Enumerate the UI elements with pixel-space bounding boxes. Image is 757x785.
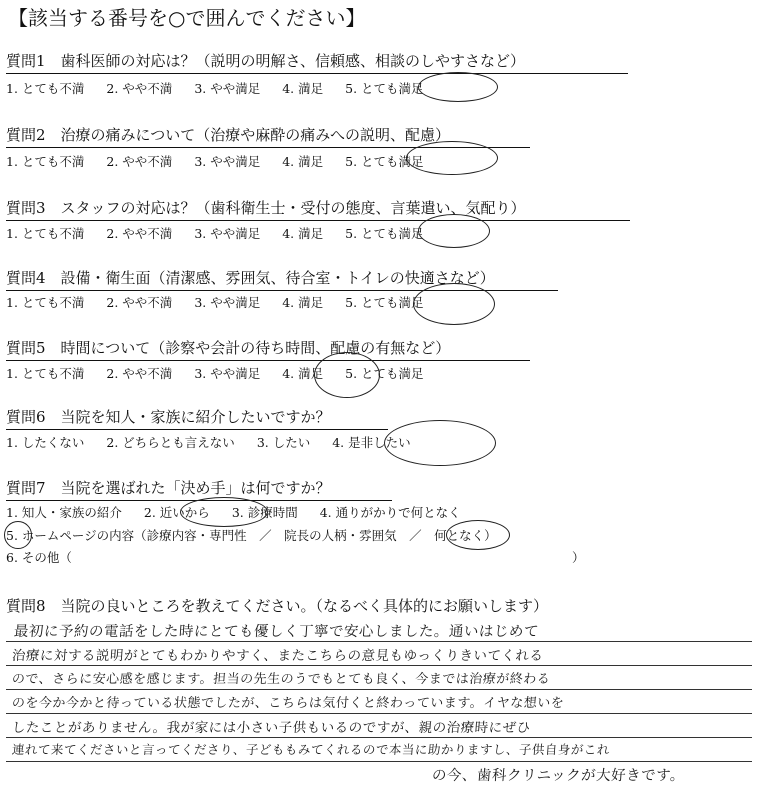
q3-option-1[interactable]: 1. とても不満	[6, 226, 85, 241]
q1-option-1[interactable]: 1. とても不満	[6, 81, 85, 96]
q2-answer-circle	[406, 141, 498, 175]
q7-option-6-close: ）	[572, 550, 585, 565]
answer-line-4: のを今か今かと待っている状態でしたが、こちらは気付くと終わっています。イヤな想いを	[11, 696, 565, 711]
q3-option-4[interactable]: 4. 満足	[282, 226, 324, 241]
q6-option-3[interactable]: 3. したい	[256, 435, 311, 450]
q4-answer-circle	[413, 283, 495, 325]
q1-answer-circle	[418, 72, 498, 102]
page-header: 【該当する番号を○で囲んでください】	[8, 6, 366, 30]
answer-line-2: 治療に対する説明がとてもわかりやすく、またこちらの意見もゆっくりきいてくれる	[11, 648, 545, 664]
q2-option-5[interactable]: 5. とても満足	[345, 154, 424, 169]
answer-rule-6	[6, 761, 752, 762]
answer-line-6: 連れて来てくださいと言ってくださり、子どももみてくれるので本当に助かりますし、子供自身がこれ	[11, 742, 611, 757]
q7-answer-circle-atmosphere	[446, 520, 510, 550]
q7-option-3[interactable]: 3. 診療時間	[231, 505, 298, 520]
q2-option-4[interactable]: 4. 満足	[282, 154, 324, 169]
q5-option-4[interactable]: 4. 満足	[282, 366, 324, 381]
question-3-title: 質問3 スタッフの対応は？（歯科衛生士・受付の態度、言葉遣い、気配り）	[6, 199, 526, 217]
q6-option-1[interactable]: 1. したくない	[6, 435, 85, 450]
q7-answer-circle-near	[180, 497, 268, 527]
q7-option-5[interactable]: 5. ホームページの内容（診療内容・専門性 ／ 院長の人柄・雰囲気 ／ 何となく）	[6, 528, 497, 543]
q5-option-3[interactable]: 3. やや満足	[194, 366, 261, 381]
q7-answer-circle-option5	[4, 521, 32, 549]
answer-line-3: ので、さらに安心感を感じます。担当の先生のうでもとても良く、今までは治療が終わる	[11, 672, 551, 687]
q6-option-4[interactable]: 4. 是非したい	[332, 435, 411, 450]
answer-line-1: 最初に予約の電話をした時にとても優しく丁寧で安心しました。通いはじめて	[13, 624, 540, 640]
q1-option-4[interactable]: 4. 満足	[282, 81, 324, 96]
question-1-underline	[6, 73, 628, 74]
q7-option-2[interactable]: 2. 近いから	[143, 505, 210, 520]
q2-option-3[interactable]: 3. やや満足	[194, 154, 261, 169]
answer-rule-4	[6, 713, 752, 714]
answer-rule-2	[6, 665, 752, 666]
q1-option-5[interactable]: 5. とても満足	[345, 81, 424, 96]
q4-option-5[interactable]: 5. とても満足	[345, 295, 424, 310]
question-8-title: 質問8 当院の良いところを教えてください。（なるべく具体的にお願いします）	[6, 597, 549, 615]
question-3-options	[6, 224, 446, 242]
answer-line-7: の今、歯科クリニックが大好きです。	[431, 768, 686, 784]
q5-option-5[interactable]: 5. とても満足	[345, 366, 424, 381]
question-3-underline	[6, 220, 630, 221]
answer-rule-5	[6, 737, 752, 738]
q3-option-5[interactable]: 5. とても満足	[345, 226, 424, 241]
q2-option-2[interactable]: 2. やや不満	[106, 154, 173, 169]
q6-option-2[interactable]: 2. どちらとも言えない	[106, 435, 235, 450]
q5-option-1[interactable]: 1. とても不満	[6, 366, 85, 381]
answer-line-5: したことがありません。我が家には小さい子供もいるのですが、親の治療時にぜひ	[11, 720, 532, 736]
q4-option-2[interactable]: 2. やや不満	[106, 295, 173, 310]
question-2-title: 質問2 治療の痛みについて（治療や麻酔の痛みへの説明、配慮）	[6, 126, 450, 144]
question-6-options	[6, 433, 433, 451]
question-4-title: 質問4 設備・衛生面（清潔感、雰囲気、待合室・トイレの快適さなど）	[6, 269, 495, 287]
q3-option-2[interactable]: 2. やや不満	[106, 226, 173, 241]
q3-answer-circle	[418, 214, 490, 248]
question-6-underline	[6, 429, 388, 430]
answer-rule-1	[6, 641, 752, 642]
question-1-title: 質問1 歯科医師の対応は？（説明の明解さ、信頼感、相談のしやすさなど）	[6, 52, 525, 70]
question-1-options	[6, 79, 446, 97]
question-4-options	[6, 293, 446, 311]
question-2-options	[6, 152, 446, 170]
question-6-title: 質問6 当院を知人・家族に紹介したいですか？	[6, 408, 331, 426]
q3-option-3[interactable]: 3. やや満足	[194, 226, 261, 241]
q1-option-2[interactable]: 2. やや不満	[106, 81, 173, 96]
q7-option-1[interactable]: 1. 知人・家族の紹介	[6, 505, 122, 520]
q4-option-3[interactable]: 3. やや満足	[194, 295, 261, 310]
q4-option-4[interactable]: 4. 満足	[282, 295, 324, 310]
answer-rule-3	[6, 689, 752, 690]
q6-answer-circle	[384, 420, 496, 466]
q7-option-6[interactable]: 6. その他（	[6, 550, 72, 565]
q2-option-1[interactable]: 1. とても不満	[6, 154, 85, 169]
q5-option-2[interactable]: 2. やや不満	[106, 366, 173, 381]
q7-option-4[interactable]: 4. 通りがかりで何となく	[319, 505, 461, 520]
q4-option-1[interactable]: 1. とても不満	[6, 295, 85, 310]
q1-option-3[interactable]: 3. やや満足	[194, 81, 261, 96]
question-7-title: 質問7 当院を選ばれた「決め手」は何ですか？	[6, 479, 331, 497]
question-5-title: 質問5 時間について（診察や会計の待ち時間、配慮の有無など）	[6, 339, 451, 357]
q5-answer-circle	[314, 352, 380, 398]
question-5-underline	[6, 360, 530, 361]
